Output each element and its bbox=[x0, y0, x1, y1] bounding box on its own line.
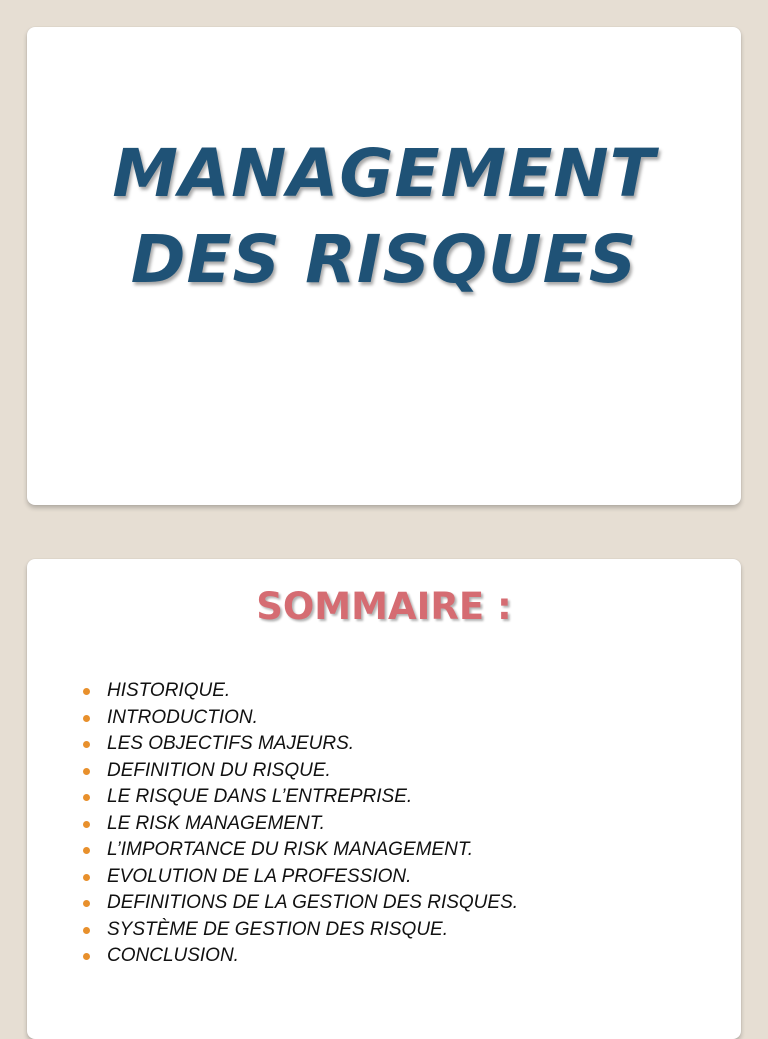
summary-list-item bbox=[81, 705, 518, 732]
summary-list-item bbox=[81, 917, 518, 944]
bullet-icon bbox=[83, 768, 90, 775]
summary-item-label: LE RISK MANAGEMENT. bbox=[107, 812, 325, 834]
bullet-icon bbox=[83, 953, 90, 960]
bullet-icon bbox=[83, 874, 90, 881]
summary-slide bbox=[27, 559, 741, 1039]
bullet-icon bbox=[83, 715, 90, 722]
bullet-icon bbox=[83, 794, 90, 801]
slide-title-line-1: MANAGEMENT bbox=[112, 135, 656, 212]
summary-list-item bbox=[81, 890, 518, 917]
summary-item-label: L’IMPORTANCE DU RISK MANAGEMENT. bbox=[107, 839, 473, 860]
summary-item-label: LES OBJECTIFS MAJEURS. bbox=[107, 733, 355, 754]
summary-list-item bbox=[81, 837, 518, 864]
slide-title bbox=[27, 131, 741, 303]
summary-list-item bbox=[81, 731, 518, 758]
summary-list-item bbox=[81, 784, 518, 811]
summary-item-label: LE RISQUE DANS L’ENTREPRISE. bbox=[107, 786, 413, 807]
summary-list-item bbox=[81, 943, 518, 970]
summary-list-item bbox=[81, 864, 518, 891]
summary-item-label: SYSTÈME DE GESTION DES RISQUE. bbox=[107, 918, 449, 940]
summary-list-item bbox=[81, 678, 518, 705]
bullet-icon bbox=[83, 900, 90, 907]
slide-title-line-2: DES RISQUES bbox=[130, 221, 638, 298]
summary-list bbox=[81, 678, 518, 970]
summary-item-label: CONCLUSION. bbox=[107, 945, 239, 966]
summary-list-item bbox=[81, 758, 518, 785]
summary-item-label: DEFINITIONS DE LA GESTION DES RISQUES. bbox=[107, 892, 519, 913]
title-slide bbox=[27, 27, 741, 505]
summary-list-item bbox=[81, 811, 518, 838]
summary-item-label: INTRODUCTION. bbox=[107, 706, 258, 728]
bullet-icon bbox=[83, 688, 90, 695]
summary-item-label: DEFINITION DU RISQUE. bbox=[107, 759, 331, 781]
bullet-icon bbox=[83, 847, 90, 854]
bullet-icon bbox=[83, 741, 90, 748]
summary-item-label: EVOLUTION DE LA PROFESSION. bbox=[107, 865, 412, 887]
summary-item-label: HISTORIQUE. bbox=[107, 680, 231, 701]
summary-title: SOMMAIRE : bbox=[256, 585, 512, 628]
bullet-icon bbox=[83, 927, 90, 934]
bullet-icon bbox=[83, 821, 90, 828]
